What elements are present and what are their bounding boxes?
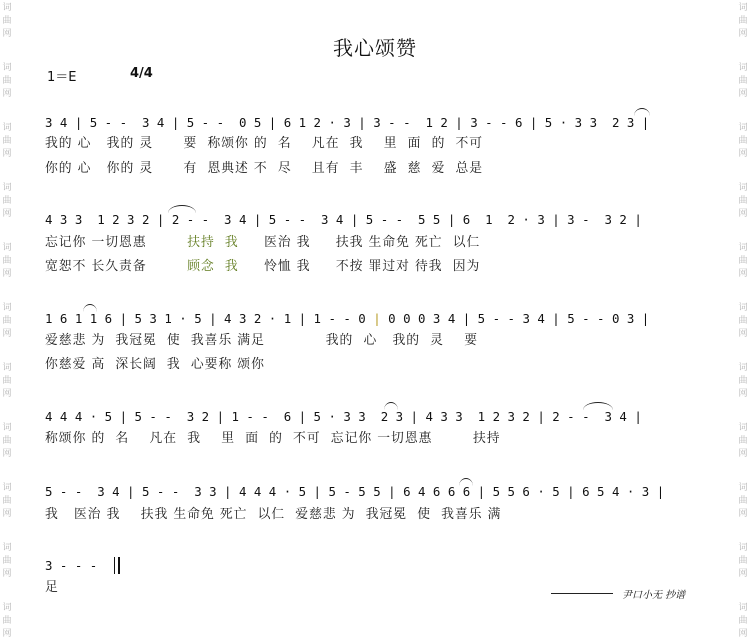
slur-mark (83, 304, 97, 312)
watermark-left (0, 0, 14, 641)
slur-mark (459, 478, 473, 486)
signature: 尹口小无 抄谱 (622, 590, 686, 601)
notation-line-3 (45, 311, 649, 327)
notation-segment: 0 0 0 3 4 | 5 - - 3 4 | 5 - - 0 3 | (380, 311, 650, 326)
lyric-line-6-1 (45, 580, 59, 596)
time-signature: 4/4 (130, 66, 153, 81)
watermark-text: 词 曲 网 (2, 303, 12, 339)
watermark-right (736, 0, 750, 641)
lyric-segment: 医治 我 扶我 生命免 死亡 以仁 (238, 235, 481, 250)
lyric-segment: 称颂你 的 名 凡在 我 里 面 的 不可 忘记你 一切恩惠 扶持 (45, 431, 501, 446)
lyric-line-5-1 (45, 507, 501, 523)
lyric-line-1-1 (45, 136, 483, 152)
lyric-segment: 我的 心 我的 灵 要 称颂你 的 名 凡在 我 里 面 的 不可 (45, 136, 484, 151)
watermark-text: 词 曲 网 (738, 363, 748, 399)
watermark-text: 词 曲 网 (738, 423, 748, 459)
watermark-text: 词 曲 网 (2, 363, 12, 399)
lyric-line-4-1 (45, 431, 501, 447)
watermark-text: 词 曲 网 (738, 543, 748, 579)
watermark-text: 词 曲 网 (738, 123, 748, 159)
page-title: 我心颂赞 (333, 36, 417, 60)
watermark-text: 词 曲 网 (2, 243, 12, 279)
lyric-segment: 我 医治 我 扶我 生命免 死亡 以仁 爱慈悲 为 我冠冕 使 我喜乐 满 (45, 507, 502, 522)
lyric-segment: 你的 心 你的 灵 有 恩典述 不 尽 且有 丰 盛 慈 爱 总是 (45, 161, 484, 176)
watermark-text: 词 曲 网 (2, 543, 12, 579)
lyric-segment: 怜恤 我 不按 罪过对 待我 因为 (238, 259, 481, 274)
lyric-segment: 宽恕不 长久责备 (45, 259, 188, 274)
lyric-segment: 足 (45, 580, 59, 595)
notation-line-6: 3 - - - (45, 558, 98, 573)
lyric-line-2-1 (45, 235, 480, 251)
lyric-segment: 忘记你 一切恩惠 (45, 235, 188, 250)
notation-line-1: 3 4 | 5 - - 3 4 | 5 - - 0 5 | 6 1 2 · 3 | 3 - - 1 2 | 3 - - 6 | 5 · 3 3 2 3 | (45, 115, 650, 130)
watermark-text: 词 曲 网 (738, 483, 748, 519)
notation-line-5: 5 - - 3 4 | 5 - - 3 3 | 4 4 4 · 5 | 5 - 5 5 | 6 4 6 6 6 | 5 5 6 · 5 | 6 5 4 · 3 | (45, 484, 665, 499)
signature-line (551, 593, 613, 594)
highlighted-barline: | (373, 311, 381, 326)
lyric-segment-highlight: 顾念 我 (187, 259, 239, 274)
watermark-text: 词 曲 网 (738, 303, 748, 339)
watermark-text: 词 曲 网 (2, 123, 12, 159)
watermark-text: 词 曲 网 (738, 63, 748, 99)
lyric-segment-highlight: 扶持 我 (187, 235, 239, 250)
notation-line-2: 4 3 3 1 2 3 2 | 2 - - 3 4 | 5 - - 3 4 | 5 - - 5 5 | 6 1 2 · 3 | 3 - 3 2 | (45, 212, 642, 227)
slur-mark (583, 402, 613, 410)
lyric-segment: 爱慈悲 为 我冠冕 使 我喜乐 满足 我的 心 我的 灵 要 (45, 333, 479, 348)
watermark-text: 词 曲 网 (738, 3, 748, 39)
watermark-text: 词 曲 网 (738, 243, 748, 279)
slur-mark (168, 205, 196, 213)
watermark-text: 词 曲 网 (2, 603, 12, 639)
watermark-text: 词 曲 网 (738, 603, 748, 639)
watermark-text: 词 曲 网 (2, 63, 12, 99)
watermark-text: 词 曲 网 (2, 483, 12, 519)
final-barline-thin (114, 557, 115, 574)
slur-mark (384, 402, 398, 410)
lyric-segment: 你慈爱 高 深长阔 我 心要称 颂你 (45, 357, 265, 372)
watermark-text: 词 曲 网 (2, 3, 12, 39)
watermark-text: 词 曲 网 (2, 183, 12, 219)
slur-mark (634, 108, 650, 116)
lyric-line-2-2 (45, 259, 480, 275)
notation-segment: 1 6 1 1 6 | 5 3 1 · 5 | 4 3 2 · 1 | 1 - - 0 (45, 311, 374, 326)
key-signature: 1＝E (47, 70, 77, 85)
lyric-line-3-1 (45, 333, 478, 349)
lyric-line-3-2 (45, 357, 265, 373)
notation-line-4: 4 4 4 · 5 | 5 - - 3 2 | 1 - - 6 | 5 · 3 3 2 3 | 4 3 3 1 2 3 2 | 2 - - 3 4 | (45, 409, 642, 424)
lyric-line-1-2 (45, 161, 483, 177)
watermark-text: 词 曲 网 (2, 423, 12, 459)
watermark-text: 词 曲 网 (738, 183, 748, 219)
final-barline-thick (118, 557, 120, 574)
